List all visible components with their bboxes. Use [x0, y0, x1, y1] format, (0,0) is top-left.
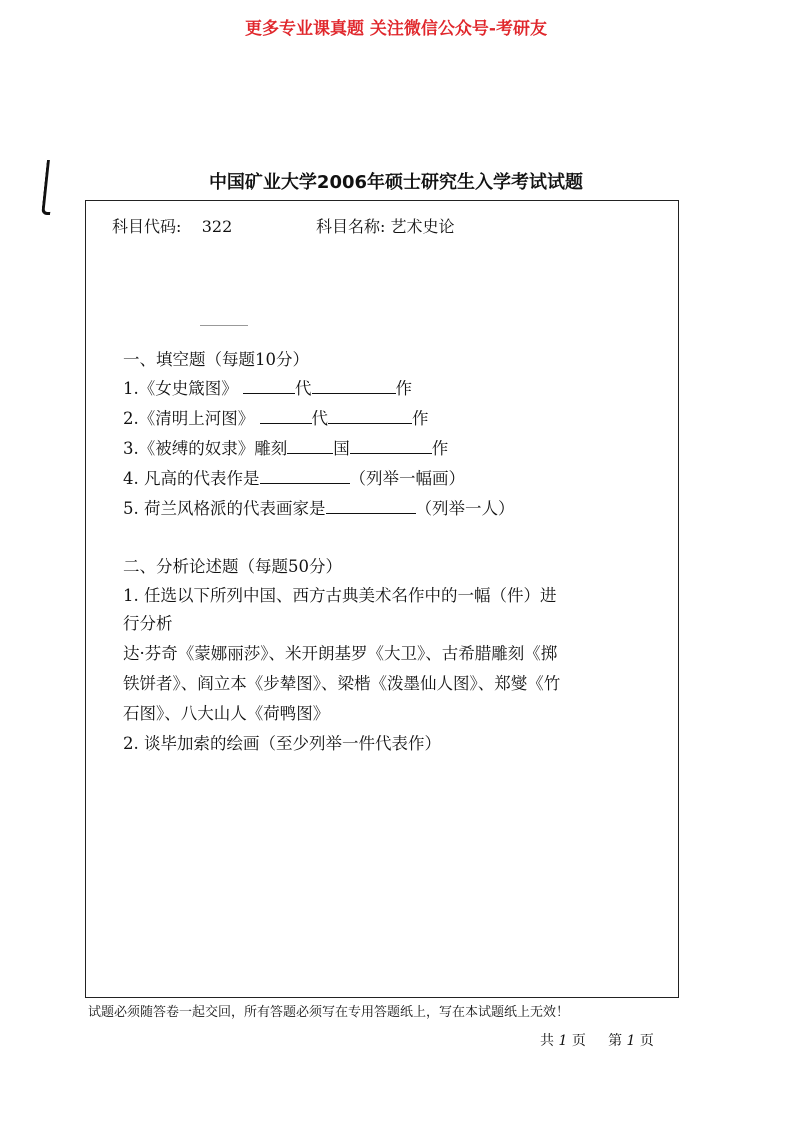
q-text: 作 [412, 409, 429, 428]
pager-text: 页 [571, 1033, 586, 1049]
section2-line: 行分析 [123, 614, 173, 633]
blank [350, 439, 432, 454]
section2-line: 1. 任选以下所列中国、西方古典美术名作中的一幅（件）进 [123, 586, 557, 605]
footer-note: 试题必须随答卷一起交回，所有答题必须写在专用答题纸上，写在本试题纸上无效！ [88, 1005, 570, 1020]
q-text: 代 [295, 379, 312, 398]
q-text: 代 [311, 409, 328, 428]
blank [260, 469, 350, 484]
section2-line: 达·芬奇《蒙娜丽莎》、米开朗基罗《大卫》、古希腊雕刻《掷 [123, 644, 558, 663]
question-5 [123, 495, 515, 519]
question-3 [123, 435, 448, 459]
question-1 [123, 375, 412, 399]
subject-code [112, 214, 232, 237]
subject-name [316, 214, 455, 237]
section1-heading: 一、填空题（每题10分） [123, 350, 309, 369]
section2-heading: 二、分析论述题（每题50分） [123, 557, 342, 576]
subject-name-label: 科目名称: [316, 217, 386, 236]
blank [260, 409, 312, 424]
pager-text: 第 [608, 1033, 623, 1049]
subject-code-value: 322 [201, 217, 233, 236]
question-2 [123, 405, 429, 429]
promo-banner: 更多专业课真题 关注微信公众号-考研友 [245, 19, 547, 39]
q-text: （列举一人） [415, 499, 515, 518]
blank [287, 439, 333, 454]
page-counter [540, 1030, 654, 1050]
section2-line: 铁饼者》、阎立本《步辇图》、梁楷《泼墨仙人图》、郑燮《竹 [123, 674, 561, 693]
q-text: 5. 荷兰风格派的代表画家是 [123, 499, 326, 518]
blank [312, 379, 396, 394]
q-text: 2.《清明上河图》 [123, 409, 255, 428]
q-text: 国 [333, 439, 350, 458]
q-text: 作 [431, 439, 449, 458]
section2-line: 2. 谈毕加索的绘画（至少列举一件代表作） [123, 734, 441, 753]
section2-line: 石图》、八大山人《荷鸭图》 [123, 704, 330, 723]
subject-name-value: 艺术史论 [390, 217, 455, 236]
pager-total: 1 [558, 1033, 568, 1049]
scan-artifact [200, 325, 248, 326]
exam-title: 中国矿业大学2006年硕士研究生入学考试试题 [208, 172, 584, 193]
pager-text: 页 [639, 1033, 654, 1049]
q-text: 3.《被缚的奴隶》雕刻 [123, 439, 288, 458]
question-4 [123, 465, 465, 489]
pager-text: 共 [540, 1033, 554, 1049]
blank [243, 379, 295, 394]
subject-code-label: 科目代码: [112, 217, 182, 236]
q-text: 作 [395, 379, 412, 398]
pager-current: 1 [626, 1033, 636, 1049]
blank [328, 409, 412, 424]
q-text: 4. 凡高的代表作是 [123, 469, 260, 488]
q-text: （列举一幅画） [349, 469, 465, 488]
q-text: 1.《女史箴图》 [123, 379, 238, 398]
blank [326, 499, 416, 514]
